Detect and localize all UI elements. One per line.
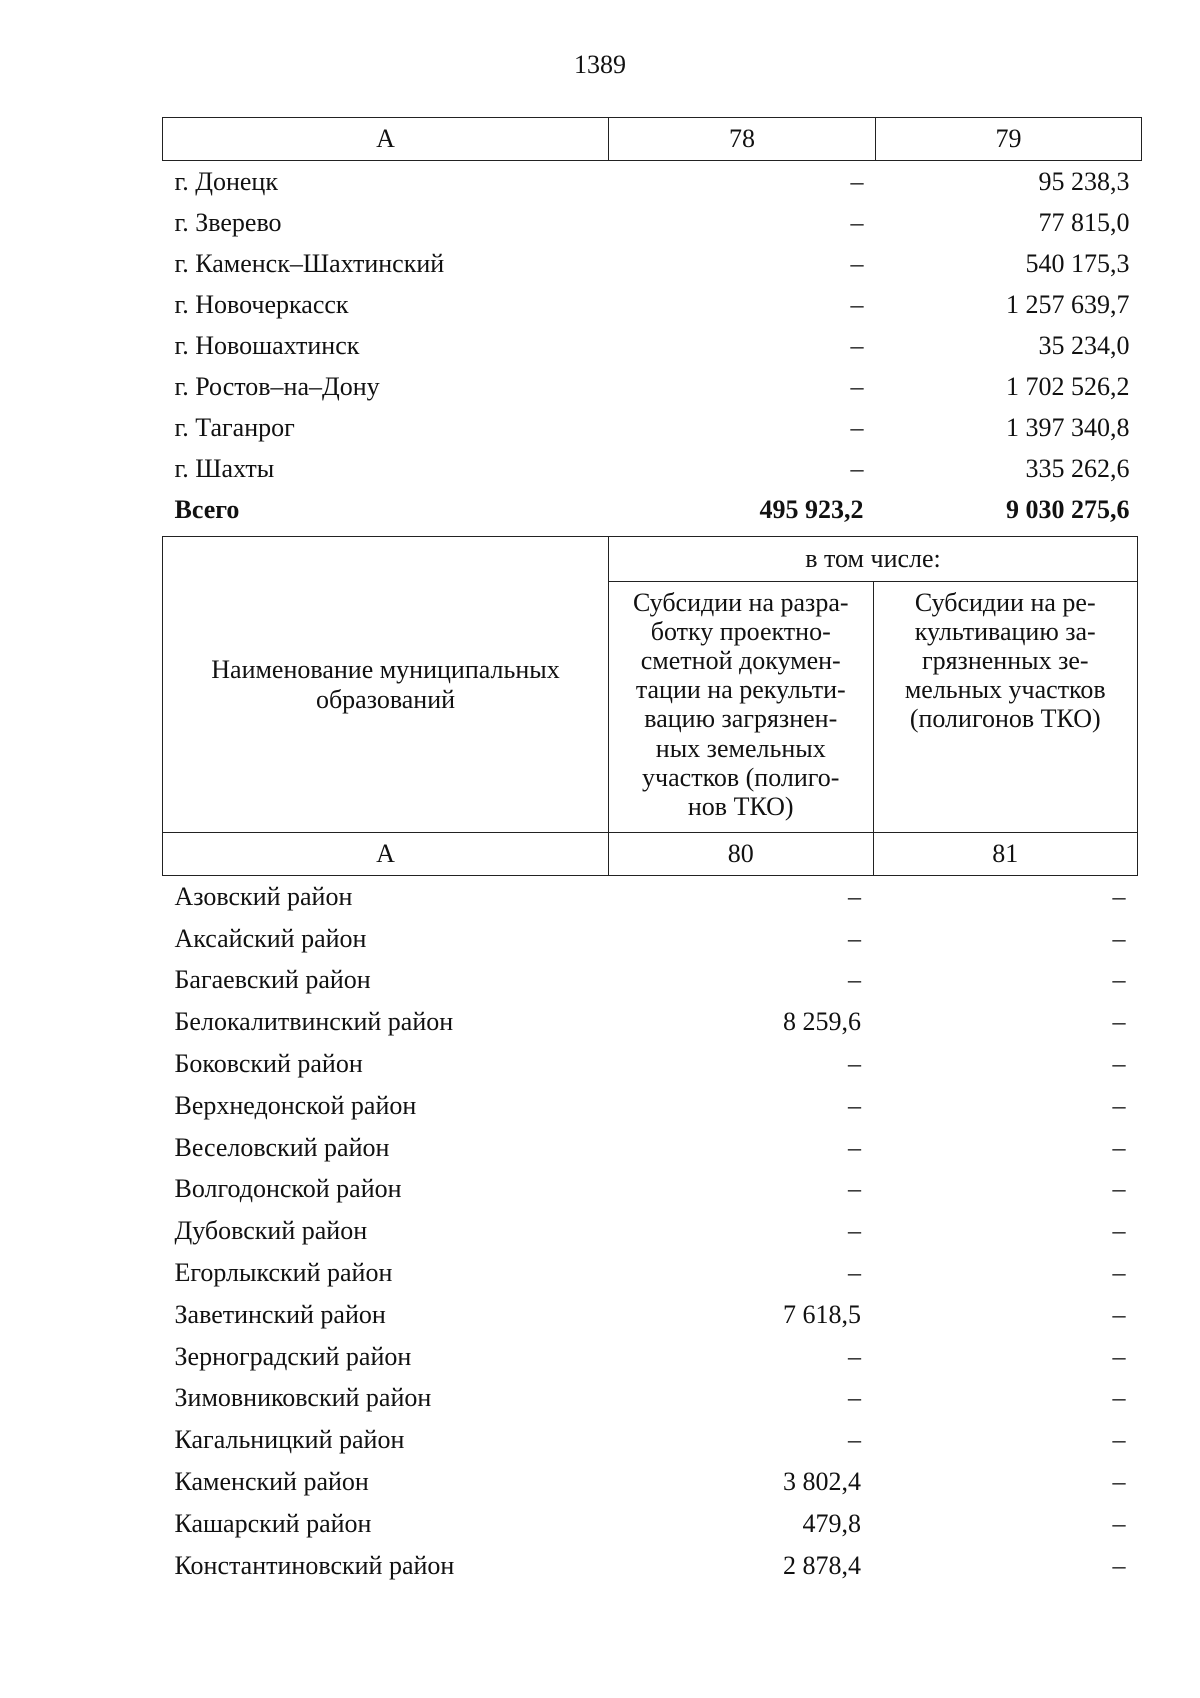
value-col-78: –: [850, 248, 864, 278]
value-col-80: 7 618,5: [783, 1299, 861, 1329]
value-col-81: –: [1112, 1090, 1126, 1120]
page-number: 1389: [574, 50, 626, 79]
value-col-79: 1 702 526,2: [1006, 371, 1130, 401]
table-row: [163, 1419, 1138, 1461]
value-col-80: –: [848, 881, 861, 911]
table-row: [163, 1378, 1138, 1420]
table-row: [163, 1252, 1138, 1294]
table-row: [163, 1001, 1138, 1043]
value-col-80: –: [848, 923, 861, 953]
value-col-81: –: [1112, 1383, 1126, 1413]
table-row: [163, 918, 1138, 960]
value-col-79: 1 397 340,8: [1006, 412, 1130, 442]
value-col-80: –: [848, 1049, 861, 1079]
district-name: Егорлыкский район: [174, 1258, 393, 1288]
value-col-78: –: [850, 166, 864, 196]
header-col-80-desc: Субсидии на разра- ботку проектно- сметной докумен- тации на рекульти- вацию загрязнен- ных земельных участков (полиго- нов ТКО): [609, 582, 874, 833]
district-name: Каменский район: [174, 1467, 369, 1497]
district-name: Белокалитвинский район: [174, 1007, 454, 1037]
value-col-80: –: [848, 1258, 861, 1288]
table-index-row: [163, 833, 1138, 876]
table-row: [163, 243, 1142, 284]
table-row: [163, 325, 1142, 366]
municipality-name: г. Зверево: [174, 207, 282, 237]
value-col-81: –: [1112, 1258, 1126, 1288]
value-col-80: 2 878,4: [783, 1550, 861, 1580]
municipality-name: г. Ростов–на–Дону: [174, 371, 380, 401]
value-col-81: –: [1112, 1425, 1126, 1455]
district-name: Зерноградский район: [174, 1341, 412, 1371]
value-col-81: –: [1112, 1341, 1126, 1371]
district-name: Аксайский район: [174, 923, 367, 953]
district-name: Дубовский район: [174, 1216, 368, 1246]
value-col-80: –: [848, 1090, 861, 1120]
index-cell-a: А: [163, 833, 609, 876]
table-row: [163, 960, 1138, 1002]
district-name: Зимовниковский район: [174, 1383, 432, 1413]
table-row: [163, 876, 1138, 918]
value-col-81: –: [1112, 1049, 1126, 1079]
district-name: Волгодонской район: [174, 1174, 402, 1204]
value-col-80: –: [848, 1383, 861, 1413]
table-districts: [162, 536, 1138, 1587]
value-col-80: –: [848, 1132, 861, 1162]
municipality-name: г. Каменск–Шахтинский: [174, 248, 445, 278]
header-cell-78: 78: [609, 118, 876, 161]
value-col-79: 35 234,0: [1038, 330, 1130, 360]
value-col-81: –: [1112, 1550, 1126, 1580]
value-col-80: 3 802,4: [783, 1467, 861, 1497]
header-col-81-desc: Субсидии на ре- культивацию за- грязненных зе- мельных участков (полигонов ТКО): [873, 582, 1138, 833]
value-col-81: –: [1112, 1132, 1126, 1162]
value-col-79: 540 175,3: [1025, 248, 1130, 278]
value-col-81: –: [1112, 965, 1126, 995]
total-col-79: 9 030 275,6: [1006, 494, 1130, 524]
value-col-80: –: [848, 965, 861, 995]
value-col-79: 95 238,3: [1038, 166, 1130, 196]
value-col-78: –: [850, 412, 864, 442]
municipality-name: г. Шахты: [174, 453, 275, 483]
municipality-name: г. Донецк: [174, 166, 278, 196]
total-label: Всего: [174, 494, 240, 524]
table-row: [163, 1294, 1138, 1336]
table-row: [163, 1043, 1138, 1085]
table-header-row: [163, 118, 1142, 161]
district-name: Заветинский район: [174, 1299, 386, 1329]
table-row: [163, 1169, 1138, 1211]
value-col-81: –: [1112, 1467, 1126, 1497]
header-cell-a: А: [163, 118, 609, 161]
index-cell-81: 81: [873, 833, 1138, 876]
value-col-78: –: [850, 207, 864, 237]
value-col-79: 335 262,6: [1025, 453, 1130, 483]
header-municipality-name: Наименование муниципальных образований: [163, 537, 609, 833]
value-col-81: –: [1112, 1216, 1126, 1246]
table-row: [163, 161, 1142, 203]
value-col-81: –: [1112, 1007, 1126, 1037]
header-including: в том числе:: [609, 537, 1138, 582]
value-col-79: 1 257 639,7: [1006, 289, 1130, 319]
municipality-name: г. Новошахтинск: [174, 330, 360, 360]
district-name: Кашарский район: [174, 1508, 372, 1538]
value-col-80: 8 259,6: [783, 1007, 861, 1037]
value-col-81: –: [1112, 1299, 1126, 1329]
table-row: [163, 1085, 1138, 1127]
value-col-80: 479,8: [802, 1508, 861, 1538]
table-row: [163, 202, 1142, 243]
value-col-80: –: [848, 1216, 861, 1246]
value-col-79: 77 815,0: [1038, 207, 1130, 237]
value-col-78: –: [850, 371, 864, 401]
table-row: [163, 366, 1142, 407]
table-row: [163, 1503, 1138, 1545]
table-row: [163, 1210, 1138, 1252]
table-row: [163, 1336, 1138, 1378]
value-col-80: –: [848, 1425, 861, 1455]
district-name: Константиновский район: [174, 1550, 455, 1580]
value-col-78: –: [850, 453, 864, 483]
index-cell-80: 80: [609, 833, 874, 876]
municipality-name: г. Таганрог: [174, 412, 295, 442]
value-col-80: –: [848, 1341, 861, 1371]
value-col-78: –: [850, 330, 864, 360]
value-col-81: –: [1112, 1508, 1126, 1538]
table-row: [163, 407, 1142, 448]
district-name: Азовский район: [174, 881, 353, 911]
district-name: Боковский район: [174, 1049, 363, 1079]
header-cell-79: 79: [876, 118, 1142, 161]
total-col-78: 495 923,2: [759, 494, 864, 524]
district-name: Кагальницкий район: [174, 1425, 405, 1455]
municipality-name: г. Новочеркасск: [174, 289, 349, 319]
value-col-81: –: [1112, 881, 1126, 911]
district-name: Багаевский район: [174, 965, 371, 995]
value-col-80: –: [848, 1174, 861, 1204]
table-row: [163, 284, 1142, 325]
table-cities: [162, 117, 1142, 530]
district-name: Верхнедонской район: [174, 1090, 417, 1120]
value-col-78: –: [850, 289, 864, 319]
table-row: [163, 1127, 1138, 1169]
table-header-group-row: [163, 537, 1138, 582]
table-row: [163, 1461, 1138, 1503]
value-col-81: –: [1112, 1174, 1126, 1204]
table-row: [163, 1545, 1138, 1587]
district-name: Веселовский район: [174, 1132, 390, 1162]
table-row: [163, 448, 1142, 489]
total-row: [163, 489, 1142, 530]
value-col-81: –: [1112, 923, 1126, 953]
